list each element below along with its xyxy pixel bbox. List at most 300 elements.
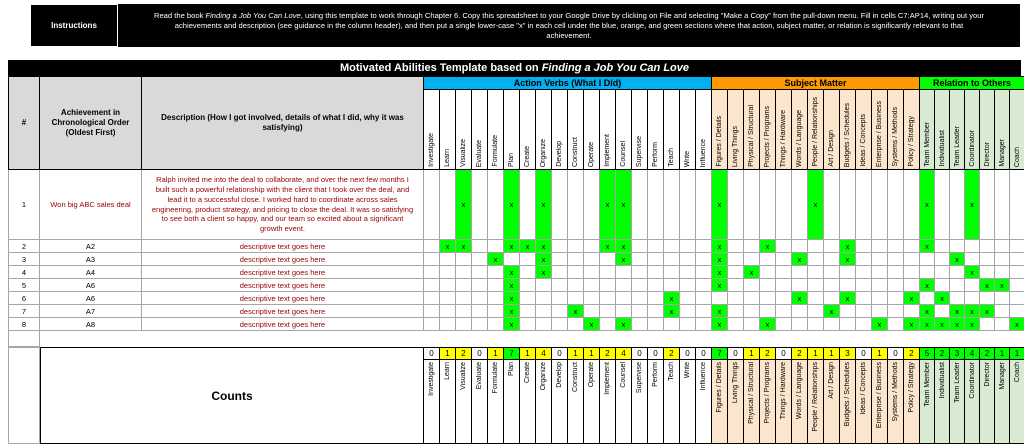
column-header[interactable] <box>760 90 776 170</box>
count-cell[interactable]: 0 <box>632 347 648 360</box>
count-cell[interactable]: 5 <box>920 347 935 360</box>
count-column-label[interactable] <box>648 360 664 444</box>
mark-cell[interactable] <box>760 305 776 318</box>
mark-cell[interactable] <box>648 266 664 279</box>
mark-cell[interactable]: x <box>872 318 888 331</box>
mark-cell[interactable] <box>792 318 808 331</box>
mark-cell[interactable] <box>488 240 504 253</box>
mark-cell[interactable] <box>696 279 712 292</box>
description-cell[interactable]: descriptive text goes here <box>142 240 424 253</box>
mark-cell[interactable] <box>888 240 904 253</box>
mark-cell[interactable] <box>888 292 904 305</box>
count-cell[interactable]: 4 <box>616 347 632 360</box>
achievement-cell[interactable]: A3 <box>40 253 142 266</box>
count-column-label[interactable] <box>504 360 520 444</box>
mark-cell[interactable] <box>808 279 824 292</box>
count-cell[interactable]: 1 <box>1010 347 1024 360</box>
count-column-label[interactable] <box>840 360 856 444</box>
mark-cell[interactable] <box>950 240 965 253</box>
mark-cell[interactable] <box>856 240 872 253</box>
mark-cell[interactable] <box>728 279 744 292</box>
count-column-label[interactable] <box>728 360 744 444</box>
mark-cell[interactable] <box>680 279 696 292</box>
column-header[interactable] <box>632 90 648 170</box>
mark-cell[interactable] <box>456 292 472 305</box>
mark-cell[interactable] <box>440 170 456 240</box>
group-header[interactable]: Subject Matter <box>712 76 920 90</box>
mark-cell[interactable] <box>856 318 872 331</box>
mark-cell[interactable]: x <box>520 240 536 253</box>
mark-cell[interactable] <box>776 266 792 279</box>
mark-cell[interactable] <box>568 279 584 292</box>
count-cell[interactable]: 0 <box>696 347 712 360</box>
count-column-label[interactable] <box>856 360 872 444</box>
mark-cell[interactable] <box>616 279 632 292</box>
mark-cell[interactable] <box>840 318 856 331</box>
achievement-cell[interactable]: A2 <box>40 240 142 253</box>
mark-cell[interactable]: x <box>965 170 980 240</box>
count-cell[interactable]: 0 <box>728 347 744 360</box>
column-header[interactable] <box>536 90 552 170</box>
mark-cell[interactable] <box>536 318 552 331</box>
count-column-label[interactable] <box>712 360 728 444</box>
column-header[interactable] <box>904 90 920 170</box>
achievement-cell[interactable]: A6 <box>40 279 142 292</box>
count-column-label[interactable] <box>696 360 712 444</box>
mark-cell[interactable] <box>504 253 520 266</box>
mark-cell[interactable] <box>935 279 950 292</box>
mark-cell[interactable] <box>904 279 920 292</box>
mark-cell[interactable]: x <box>616 318 632 331</box>
mark-cell[interactable] <box>584 305 600 318</box>
mark-cell[interactable] <box>888 279 904 292</box>
column-header[interactable] <box>1010 90 1024 170</box>
mark-cell[interactable] <box>856 266 872 279</box>
count-column-label[interactable] <box>950 360 965 444</box>
mark-cell[interactable] <box>520 292 536 305</box>
column-header[interactable] <box>584 90 600 170</box>
column-header[interactable] <box>888 90 904 170</box>
mark-cell[interactable] <box>680 318 696 331</box>
mark-cell[interactable]: x <box>712 279 728 292</box>
column-header[interactable] <box>856 90 872 170</box>
mark-cell[interactable] <box>744 318 760 331</box>
mark-cell[interactable] <box>808 292 824 305</box>
mark-cell[interactable] <box>824 318 840 331</box>
mark-cell[interactable] <box>776 170 792 240</box>
mark-cell[interactable] <box>776 305 792 318</box>
mark-cell[interactable]: x <box>488 253 504 266</box>
mark-cell[interactable] <box>696 170 712 240</box>
mark-cell[interactable]: x <box>792 292 808 305</box>
mark-cell[interactable] <box>792 305 808 318</box>
mark-cell[interactable] <box>792 170 808 240</box>
mark-cell[interactable] <box>995 170 1010 240</box>
mark-cell[interactable]: x <box>504 266 520 279</box>
count-column-label[interactable] <box>776 360 792 444</box>
mark-cell[interactable] <box>584 253 600 266</box>
mark-cell[interactable] <box>472 240 488 253</box>
mark-cell[interactable] <box>872 253 888 266</box>
mark-cell[interactable] <box>760 292 776 305</box>
column-header[interactable] <box>995 90 1010 170</box>
mark-cell[interactable]: x <box>980 279 995 292</box>
achievement-cell[interactable]: A6 <box>40 292 142 305</box>
mark-cell[interactable] <box>808 305 824 318</box>
mark-cell[interactable]: x <box>504 240 520 253</box>
mark-cell[interactable] <box>440 253 456 266</box>
mark-cell[interactable] <box>664 253 680 266</box>
mark-cell[interactable] <box>935 170 950 240</box>
mark-cell[interactable] <box>792 240 808 253</box>
mark-cell[interactable] <box>856 279 872 292</box>
count-column-label[interactable] <box>616 360 632 444</box>
mark-cell[interactable] <box>424 240 440 253</box>
count-column-label[interactable] <box>965 360 980 444</box>
column-header[interactable] <box>424 90 440 170</box>
mark-cell[interactable]: x <box>504 292 520 305</box>
mark-cell[interactable] <box>440 266 456 279</box>
count-column-label[interactable] <box>935 360 950 444</box>
column-header[interactable] <box>616 90 632 170</box>
mark-cell[interactable] <box>965 240 980 253</box>
mark-cell[interactable]: x <box>950 305 965 318</box>
count-column-label[interactable] <box>995 360 1010 444</box>
column-header[interactable] <box>504 90 520 170</box>
count-cell[interactable]: 0 <box>776 347 792 360</box>
column-header[interactable] <box>965 90 980 170</box>
count-cell[interactable]: 2 <box>980 347 995 360</box>
mark-cell[interactable] <box>824 279 840 292</box>
mark-cell[interactable] <box>632 279 648 292</box>
mark-cell[interactable] <box>728 240 744 253</box>
mark-cell[interactable] <box>664 279 680 292</box>
row-number-cell[interactable]: 8 <box>8 318 40 331</box>
mark-cell[interactable] <box>600 305 616 318</box>
mark-cell[interactable] <box>680 292 696 305</box>
mark-cell[interactable] <box>760 253 776 266</box>
mark-cell[interactable] <box>440 305 456 318</box>
mark-cell[interactable]: x <box>920 305 935 318</box>
row-number-cell[interactable]: 3 <box>8 253 40 266</box>
mark-cell[interactable] <box>776 240 792 253</box>
mark-cell[interactable] <box>472 305 488 318</box>
mark-cell[interactable]: x <box>504 318 520 331</box>
mark-cell[interactable] <box>520 253 536 266</box>
count-cell[interactable]: 1 <box>440 347 456 360</box>
column-header[interactable] <box>920 90 935 170</box>
mark-cell[interactable] <box>888 170 904 240</box>
mark-cell[interactable] <box>648 253 664 266</box>
mark-cell[interactable] <box>995 240 1010 253</box>
mark-cell[interactable] <box>792 266 808 279</box>
count-column-label[interactable] <box>792 360 808 444</box>
mark-cell[interactable] <box>904 170 920 240</box>
mark-cell[interactable] <box>552 240 568 253</box>
mark-cell[interactable] <box>808 318 824 331</box>
count-column-label[interactable] <box>632 360 648 444</box>
mark-cell[interactable] <box>616 266 632 279</box>
column-header[interactable] <box>472 90 488 170</box>
count-cell[interactable]: 1 <box>808 347 824 360</box>
mark-cell[interactable] <box>488 292 504 305</box>
mark-cell[interactable] <box>856 253 872 266</box>
mark-cell[interactable] <box>776 253 792 266</box>
mark-cell[interactable] <box>600 253 616 266</box>
count-cell[interactable]: 1 <box>872 347 888 360</box>
mark-cell[interactable] <box>568 318 584 331</box>
description-cell[interactable]: descriptive text goes here <box>142 305 424 318</box>
mark-cell[interactable]: x <box>995 279 1010 292</box>
mark-cell[interactable] <box>950 279 965 292</box>
mark-cell[interactable] <box>696 240 712 253</box>
mark-cell[interactable] <box>808 253 824 266</box>
mark-cell[interactable] <box>920 266 935 279</box>
mark-cell[interactable] <box>584 292 600 305</box>
mark-cell[interactable] <box>456 279 472 292</box>
mark-cell[interactable] <box>488 318 504 331</box>
mark-cell[interactable]: x <box>712 305 728 318</box>
mark-cell[interactable]: x <box>950 253 965 266</box>
mark-cell[interactable] <box>980 253 995 266</box>
mark-cell[interactable]: x <box>792 253 808 266</box>
mark-cell[interactable] <box>680 170 696 240</box>
mark-cell[interactable] <box>600 266 616 279</box>
mark-cell[interactable] <box>980 240 995 253</box>
mark-cell[interactable]: x <box>920 240 935 253</box>
count-column-label[interactable] <box>536 360 552 444</box>
mark-cell[interactable]: x <box>840 240 856 253</box>
column-header[interactable] <box>824 90 840 170</box>
mark-cell[interactable]: x <box>744 266 760 279</box>
mark-cell[interactable] <box>648 292 664 305</box>
group-header[interactable]: Action Verbs (What I Did) <box>424 76 712 90</box>
mark-cell[interactable] <box>840 279 856 292</box>
column-header[interactable] <box>935 90 950 170</box>
column-header[interactable] <box>728 90 744 170</box>
mark-cell[interactable] <box>600 279 616 292</box>
mark-cell[interactable] <box>648 318 664 331</box>
count-cell[interactable]: 2 <box>664 347 680 360</box>
count-cell[interactable]: 0 <box>680 347 696 360</box>
count-cell[interactable]: 0 <box>472 347 488 360</box>
mark-cell[interactable] <box>728 292 744 305</box>
mark-cell[interactable] <box>980 170 995 240</box>
count-cell[interactable]: 2 <box>935 347 950 360</box>
mark-cell[interactable] <box>980 292 995 305</box>
instructions-label-cell[interactable]: Instructions <box>30 4 118 47</box>
mark-cell[interactable]: x <box>840 253 856 266</box>
mark-cell[interactable] <box>472 170 488 240</box>
row-number-cell[interactable]: 1 <box>8 170 40 240</box>
count-cell[interactable]: 7 <box>712 347 728 360</box>
count-cell[interactable]: 2 <box>760 347 776 360</box>
count-column-label[interactable] <box>760 360 776 444</box>
mark-cell[interactable] <box>552 279 568 292</box>
mark-cell[interactable] <box>728 266 744 279</box>
mark-cell[interactable] <box>824 170 840 240</box>
mark-cell[interactable]: x <box>536 240 552 253</box>
mark-cell[interactable] <box>696 253 712 266</box>
mark-cell[interactable] <box>696 292 712 305</box>
count-column-label[interactable] <box>456 360 472 444</box>
count-column-label[interactable] <box>568 360 584 444</box>
mark-cell[interactable] <box>935 305 950 318</box>
mark-cell[interactable] <box>568 266 584 279</box>
mark-cell[interactable] <box>872 292 888 305</box>
mark-cell[interactable] <box>584 170 600 240</box>
mark-cell[interactable] <box>995 266 1010 279</box>
mark-cell[interactable]: x <box>920 318 935 331</box>
mark-cell[interactable] <box>552 292 568 305</box>
description-cell[interactable]: descriptive text goes here <box>142 279 424 292</box>
count-cell[interactable]: 2 <box>600 347 616 360</box>
mark-cell[interactable] <box>664 266 680 279</box>
mark-cell[interactable] <box>488 170 504 240</box>
mark-cell[interactable]: x <box>712 240 728 253</box>
mark-cell[interactable] <box>680 305 696 318</box>
mark-cell[interactable] <box>995 305 1010 318</box>
count-column-label[interactable] <box>424 360 440 444</box>
mark-cell[interactable]: x <box>965 318 980 331</box>
mark-cell[interactable] <box>600 318 616 331</box>
mark-cell[interactable]: x <box>664 292 680 305</box>
mark-cell[interactable] <box>744 305 760 318</box>
mark-cell[interactable] <box>456 305 472 318</box>
mark-cell[interactable] <box>904 240 920 253</box>
achievement-cell[interactable]: A7 <box>40 305 142 318</box>
mark-cell[interactable]: x <box>616 240 632 253</box>
mark-cell[interactable] <box>760 170 776 240</box>
count-cell[interactable]: 1 <box>744 347 760 360</box>
mark-cell[interactable] <box>888 266 904 279</box>
mark-cell[interactable] <box>1010 240 1024 253</box>
mark-cell[interactable] <box>488 305 504 318</box>
mark-cell[interactable]: x <box>965 266 980 279</box>
row-number-cell[interactable]: 4 <box>8 266 40 279</box>
count-cell[interactable]: 1 <box>520 347 536 360</box>
count-column-label[interactable] <box>552 360 568 444</box>
col-header-number[interactable]: # <box>8 76 40 170</box>
mark-cell[interactable] <box>568 253 584 266</box>
empty-cell[interactable] <box>8 331 40 347</box>
column-header[interactable] <box>680 90 696 170</box>
count-cell[interactable]: 1 <box>568 347 584 360</box>
row-number-cell[interactable]: 5 <box>8 279 40 292</box>
mark-cell[interactable]: x <box>840 292 856 305</box>
mark-cell[interactable]: x <box>760 240 776 253</box>
mark-cell[interactable]: x <box>904 318 920 331</box>
mark-cell[interactable] <box>552 266 568 279</box>
count-cell[interactable]: 3 <box>950 347 965 360</box>
mark-cell[interactable] <box>424 253 440 266</box>
mark-cell[interactable] <box>995 292 1010 305</box>
mark-cell[interactable] <box>696 305 712 318</box>
count-column-label[interactable] <box>472 360 488 444</box>
mark-cell[interactable]: x <box>935 318 950 331</box>
mark-cell[interactable]: x <box>584 318 600 331</box>
count-column-label[interactable] <box>872 360 888 444</box>
achievement-cell[interactable]: A8 <box>40 318 142 331</box>
mark-cell[interactable]: x <box>712 170 728 240</box>
mark-cell[interactable]: x <box>664 305 680 318</box>
mark-cell[interactable] <box>776 292 792 305</box>
mark-cell[interactable] <box>680 253 696 266</box>
mark-cell[interactable] <box>520 279 536 292</box>
mark-cell[interactable] <box>808 240 824 253</box>
mark-cell[interactable] <box>456 266 472 279</box>
mark-cell[interactable] <box>888 253 904 266</box>
mark-cell[interactable] <box>568 240 584 253</box>
mark-cell[interactable] <box>950 292 965 305</box>
mark-cell[interactable] <box>632 240 648 253</box>
mark-cell[interactable] <box>632 318 648 331</box>
mark-cell[interactable]: x <box>920 170 935 240</box>
mark-cell[interactable] <box>456 318 472 331</box>
mark-cell[interactable] <box>472 279 488 292</box>
mark-cell[interactable]: x <box>920 279 935 292</box>
mark-cell[interactable]: x <box>980 305 995 318</box>
counts-number-column[interactable] <box>8 347 40 444</box>
mark-cell[interactable] <box>872 170 888 240</box>
mark-cell[interactable] <box>648 279 664 292</box>
mark-cell[interactable] <box>995 253 1010 266</box>
mark-cell[interactable] <box>776 318 792 331</box>
mark-cell[interactable] <box>1010 170 1024 240</box>
mark-cell[interactable] <box>760 266 776 279</box>
mark-cell[interactable] <box>600 292 616 305</box>
mark-cell[interactable] <box>872 305 888 318</box>
mark-cell[interactable] <box>424 318 440 331</box>
mark-cell[interactable] <box>568 292 584 305</box>
mark-cell[interactable] <box>648 305 664 318</box>
mark-cell[interactable] <box>744 253 760 266</box>
mark-cell[interactable] <box>980 266 995 279</box>
mark-cell[interactable] <box>744 292 760 305</box>
column-header[interactable] <box>456 90 472 170</box>
count-column-label[interactable] <box>920 360 935 444</box>
row-number-cell[interactable]: 6 <box>8 292 40 305</box>
count-cell[interactable]: 1 <box>584 347 600 360</box>
column-header[interactable] <box>600 90 616 170</box>
mark-cell[interactable]: x <box>504 279 520 292</box>
column-header[interactable] <box>648 90 664 170</box>
count-column-label[interactable] <box>664 360 680 444</box>
mark-cell[interactable] <box>856 292 872 305</box>
mark-cell[interactable] <box>712 292 728 305</box>
mark-cell[interactable] <box>935 266 950 279</box>
mark-cell[interactable] <box>965 253 980 266</box>
mark-cell[interactable] <box>980 318 995 331</box>
mark-cell[interactable] <box>728 170 744 240</box>
mark-cell[interactable] <box>584 240 600 253</box>
column-header[interactable] <box>520 90 536 170</box>
mark-cell[interactable] <box>776 279 792 292</box>
mark-cell[interactable] <box>520 170 536 240</box>
mark-cell[interactable] <box>1010 292 1024 305</box>
mark-cell[interactable] <box>632 253 648 266</box>
count-column-label[interactable] <box>824 360 840 444</box>
mark-cell[interactable] <box>728 318 744 331</box>
count-cell[interactable]: 1 <box>488 347 504 360</box>
mark-cell[interactable] <box>995 318 1010 331</box>
mark-cell[interactable]: x <box>712 253 728 266</box>
mark-cell[interactable] <box>536 305 552 318</box>
mark-cell[interactable] <box>488 266 504 279</box>
count-column-label[interactable] <box>600 360 616 444</box>
column-header[interactable] <box>872 90 888 170</box>
column-header[interactable] <box>712 90 728 170</box>
